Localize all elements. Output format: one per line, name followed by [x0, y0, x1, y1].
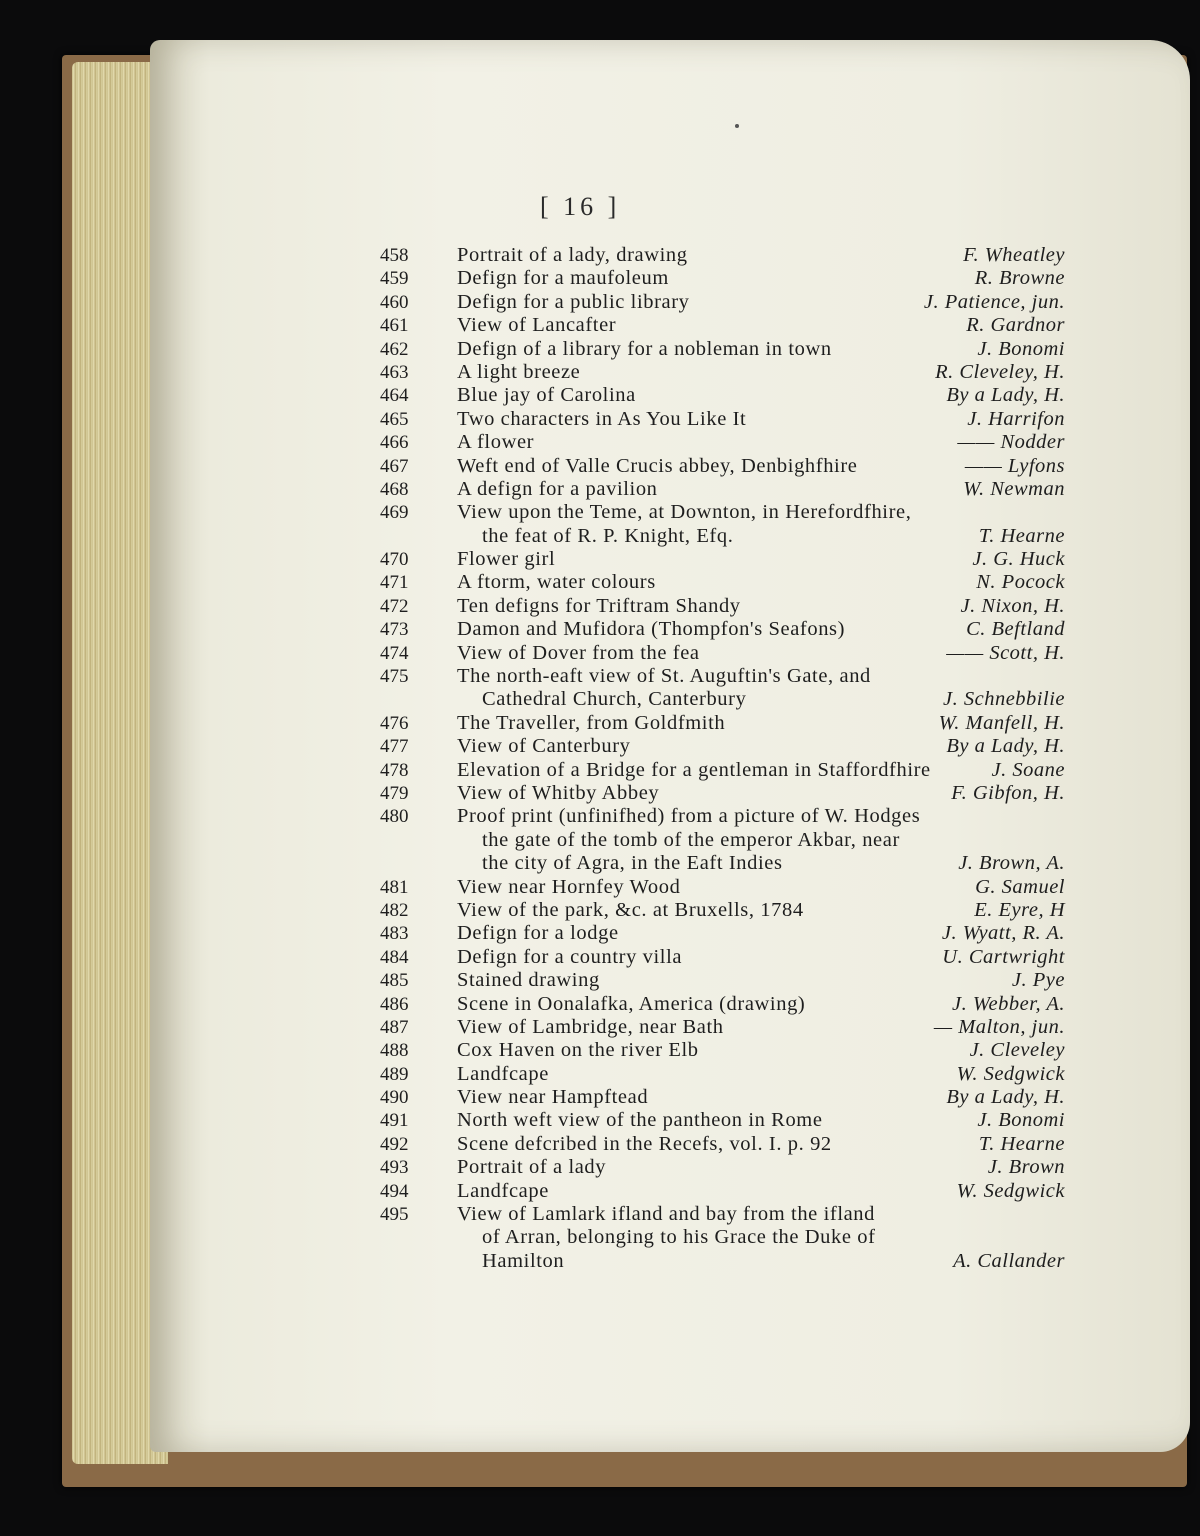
entry-number: 476: [380, 712, 409, 734]
entry-title: the feat of R. P. Knight, Efq.: [482, 524, 734, 547]
catalogue-row: [380, 361, 1080, 384]
entry-artist: G. Samuel: [975, 875, 1065, 898]
entry-artist: R. Gardnor: [966, 314, 1065, 337]
entry-artist: R. Browne: [974, 267, 1065, 290]
entry-title: Cox Haven on the river Elb: [457, 1039, 699, 1062]
entry-artist: J. Cleveley: [969, 1039, 1065, 1062]
entry-number: 470: [380, 549, 409, 571]
catalogue-row: [380, 805, 1080, 828]
entry-title: North weft view of the pantheon in Rome: [457, 1109, 823, 1132]
catalogue-row: [380, 969, 1080, 992]
catalogue-row: [380, 946, 1080, 969]
entry-number: 466: [380, 432, 409, 454]
entry-number: 492: [380, 1133, 409, 1155]
entry-title: Weft end of Valle Crucis abbey, Denbighfhire: [457, 454, 858, 477]
entry-artist: —— Scott, H.: [946, 641, 1065, 664]
catalogue-row: [380, 899, 1080, 922]
entry-title: Defign for a maufoleum: [457, 267, 669, 290]
catalogue-row: [380, 642, 1080, 665]
entry-number: 472: [380, 595, 409, 617]
entry-artist: T. Hearne: [978, 1132, 1065, 1155]
entry-artist: T. Hearne: [978, 524, 1065, 547]
entry-number: 482: [380, 899, 409, 921]
entry-artist: By a Lady, H.: [946, 384, 1065, 407]
entry-artist: J. Brown, A.: [958, 852, 1065, 875]
entry-number: 468: [380, 478, 409, 500]
entry-title: Stained drawing: [457, 969, 600, 992]
entry-number: 486: [380, 993, 409, 1015]
entry-title: View near Hampftead: [457, 1086, 649, 1109]
entry-number: 493: [380, 1157, 409, 1179]
entry-artist: By a Lady, H.: [946, 735, 1065, 758]
catalogue-row: [380, 1156, 1080, 1179]
entry-artist: J. Harrifon: [967, 407, 1065, 430]
catalogue-row: [380, 571, 1080, 594]
catalogue-row: [380, 852, 1080, 875]
catalogue-row: [380, 759, 1080, 782]
entry-title: Elevation of a Bridge for a gentleman in Staffordfhire: [457, 758, 931, 781]
catalogue-row: [380, 1039, 1080, 1062]
catalogue-row: [380, 993, 1080, 1016]
entry-title: A flower: [457, 431, 535, 454]
catalogue-row: [380, 1133, 1080, 1156]
entry-number: 460: [380, 291, 409, 313]
catalogue-row: [380, 525, 1080, 548]
entry-number: 491: [380, 1110, 409, 1132]
catalogue-row: [380, 314, 1080, 337]
page-header: [ 16 ]: [540, 192, 621, 221]
catalogue-row: [380, 922, 1080, 945]
entry-artist: R. Cleveley, H.: [935, 360, 1065, 383]
entry-artist: —— Lyfons: [964, 454, 1065, 477]
entry-number: 463: [380, 361, 409, 383]
entry-number: 461: [380, 315, 409, 337]
entry-title: Proof print (unfinifhed) from a picture of W. Hodges: [457, 805, 921, 828]
entry-artist: J. Wyatt, R. A.: [941, 922, 1065, 945]
catalogue-row: [380, 408, 1080, 431]
entry-number: 494: [380, 1180, 409, 1202]
catalogue-row: [380, 665, 1080, 688]
entry-artist: J. Patience, jun.: [923, 290, 1065, 313]
catalogue-row: [380, 618, 1080, 641]
entry-title: View of Whitby Abbey: [457, 781, 660, 804]
entry-number: 464: [380, 385, 409, 407]
entry-number: 487: [380, 1016, 409, 1038]
entry-artist: J. Nixon, H.: [960, 594, 1065, 617]
entry-number: 458: [380, 245, 409, 266]
catalogue-row: [380, 501, 1080, 524]
entry-number: 495: [380, 1204, 409, 1226]
catalogue-row: [380, 478, 1080, 501]
entry-title: A ftorm, water colours: [457, 571, 656, 594]
entry-title: The north-eaft view of St. Auguftin's Gate, and: [457, 665, 871, 688]
catalogue-row: [380, 384, 1080, 407]
catalogue-row: [380, 431, 1080, 454]
entry-number: 469: [380, 502, 409, 524]
entry-title: Defign for a country villa: [457, 945, 683, 968]
entry-title: Damon and Mufidora (Thompfon's Seafons): [457, 618, 846, 641]
catalogue-row: [380, 548, 1080, 571]
entry-number: 467: [380, 455, 409, 477]
catalogue-row: [380, 267, 1080, 290]
entry-title: Portrait of a lady, drawing: [457, 244, 688, 266]
entry-number: 474: [380, 642, 409, 664]
entry-number: 481: [380, 876, 409, 898]
entry-artist: J. Soane: [991, 758, 1065, 781]
entry-title: Blue jay of Carolina: [457, 384, 636, 407]
catalogue-row: [380, 1226, 1080, 1249]
entry-title: Landfcape: [457, 1179, 549, 1202]
entry-title: A light breeze: [457, 360, 581, 383]
catalogue-row: [380, 1016, 1080, 1039]
entry-number: 485: [380, 970, 409, 992]
entry-artist: By a Lady, H.: [946, 1086, 1065, 1109]
catalogue-row: [380, 1109, 1080, 1132]
entry-artist: J. Brown: [987, 1156, 1065, 1179]
catalogue-row: [380, 876, 1080, 899]
catalogue-row: [380, 1180, 1080, 1203]
entry-title: Landfcape: [457, 1062, 549, 1085]
catalogue-row: [380, 782, 1080, 805]
entry-number: 462: [380, 338, 409, 360]
catalogue-row: [380, 338, 1080, 361]
entry-number: 479: [380, 782, 409, 804]
entry-title: of Arran, belonging to his Grace the Duke of: [482, 1226, 876, 1249]
entry-title: Ten defigns for Triftram Shandy: [457, 594, 741, 617]
entry-artist: A. Callander: [953, 1249, 1065, 1272]
entry-title: View of Canterbury: [457, 735, 631, 758]
entry-artist: J. Bonomi: [977, 1109, 1065, 1132]
entry-title: View of Lamlark ifland and bay from the ifland: [457, 1203, 876, 1226]
entry-artist: W. Sedgwick: [956, 1179, 1065, 1202]
entry-title: Cathedral Church, Canterbury: [482, 688, 747, 711]
entry-number: 489: [380, 1063, 409, 1085]
entry-number: 465: [380, 408, 409, 430]
entry-title: View of Lancafter: [457, 314, 617, 337]
catalogue-row: [380, 1086, 1080, 1109]
entry-title: the gate of the tomb of the emperor Akbar, near: [482, 828, 900, 851]
entry-number: 478: [380, 759, 409, 781]
catalogue-row: [380, 829, 1080, 852]
entry-title: The Traveller, from Goldfmith: [457, 711, 726, 734]
catalogue-row: [380, 1250, 1080, 1273]
entry-number: 483: [380, 923, 409, 945]
entry-number: 473: [380, 619, 409, 641]
catalogue-row: [380, 595, 1080, 618]
entry-artist: —— Nodder: [957, 431, 1065, 454]
catalogue-row: [380, 712, 1080, 735]
entry-title: Scene defcribed in the Recefs, vol. I. p. 92: [457, 1132, 832, 1155]
entry-artist: J. Bonomi: [977, 337, 1065, 360]
entry-number: 471: [380, 572, 409, 594]
entry-title: the city of Agra, in the Eaft Indies: [482, 852, 783, 875]
entry-title: Scene in Oonalafka, America (drawing): [457, 992, 806, 1015]
catalogue-entries: [380, 244, 1080, 1273]
entry-artist: J. Pye: [1011, 969, 1065, 992]
entry-artist: F. Gibfon, H.: [951, 781, 1065, 804]
entry-artist: W. Sedgwick: [956, 1062, 1065, 1085]
catalogue-row: [380, 455, 1080, 478]
entry-number: 490: [380, 1087, 409, 1109]
entry-artist: — Malton, jun.: [933, 1015, 1065, 1038]
entry-number: 484: [380, 946, 409, 968]
catalogue-row: [380, 244, 1080, 267]
entry-artist: F. Wheatley: [963, 244, 1065, 266]
entry-title: View of Lambridge, near Bath: [457, 1015, 724, 1038]
entry-artist: J. Webber, A.: [952, 992, 1065, 1015]
entry-artist: U. Cartwright: [942, 945, 1065, 968]
entry-artist: J. Schnebbilie: [943, 688, 1065, 711]
entry-title: A defign for a pavilion: [457, 477, 658, 500]
catalogue-row: [380, 735, 1080, 758]
entry-artist: E. Eyre, H: [974, 898, 1065, 921]
entry-title: View of Dover from the fea: [457, 641, 700, 664]
entry-title: View upon the Teme, at Downton, in Herefordfhire,: [457, 501, 912, 524]
entry-title: Defign for a lodge: [457, 922, 619, 945]
catalogue-row: [380, 291, 1080, 314]
entry-artist: W. Manfell, H.: [938, 711, 1065, 734]
entry-title: Hamilton: [482, 1249, 565, 1272]
entry-number: 488: [380, 1040, 409, 1062]
entry-number: 459: [380, 268, 409, 290]
entry-number: 480: [380, 806, 409, 828]
ink-speck: [735, 124, 739, 128]
catalogue-row: [380, 688, 1080, 711]
catalogue-row: [380, 1063, 1080, 1086]
entry-number: 475: [380, 666, 409, 688]
entry-artist: C. Beftland: [966, 618, 1065, 641]
entry-artist: J. G. Huck: [972, 548, 1065, 571]
entry-title: Defign for a public library: [457, 290, 690, 313]
catalogue-row: [380, 1203, 1080, 1226]
entry-title: Two characters in As You Like It: [457, 407, 747, 430]
entry-artist: N. Pocock: [976, 571, 1065, 594]
entry-title: View of the park, &c. at Bruxells, 1784: [457, 898, 804, 921]
entry-artist: W. Newman: [963, 477, 1065, 500]
entry-title: Flower girl: [457, 548, 556, 571]
entry-number: 477: [380, 736, 409, 758]
entry-title: View near Hornfey Wood: [457, 875, 681, 898]
entry-title: Defign of a library for a nobleman in town: [457, 337, 832, 360]
entry-title: Portrait of a lady: [457, 1156, 607, 1179]
